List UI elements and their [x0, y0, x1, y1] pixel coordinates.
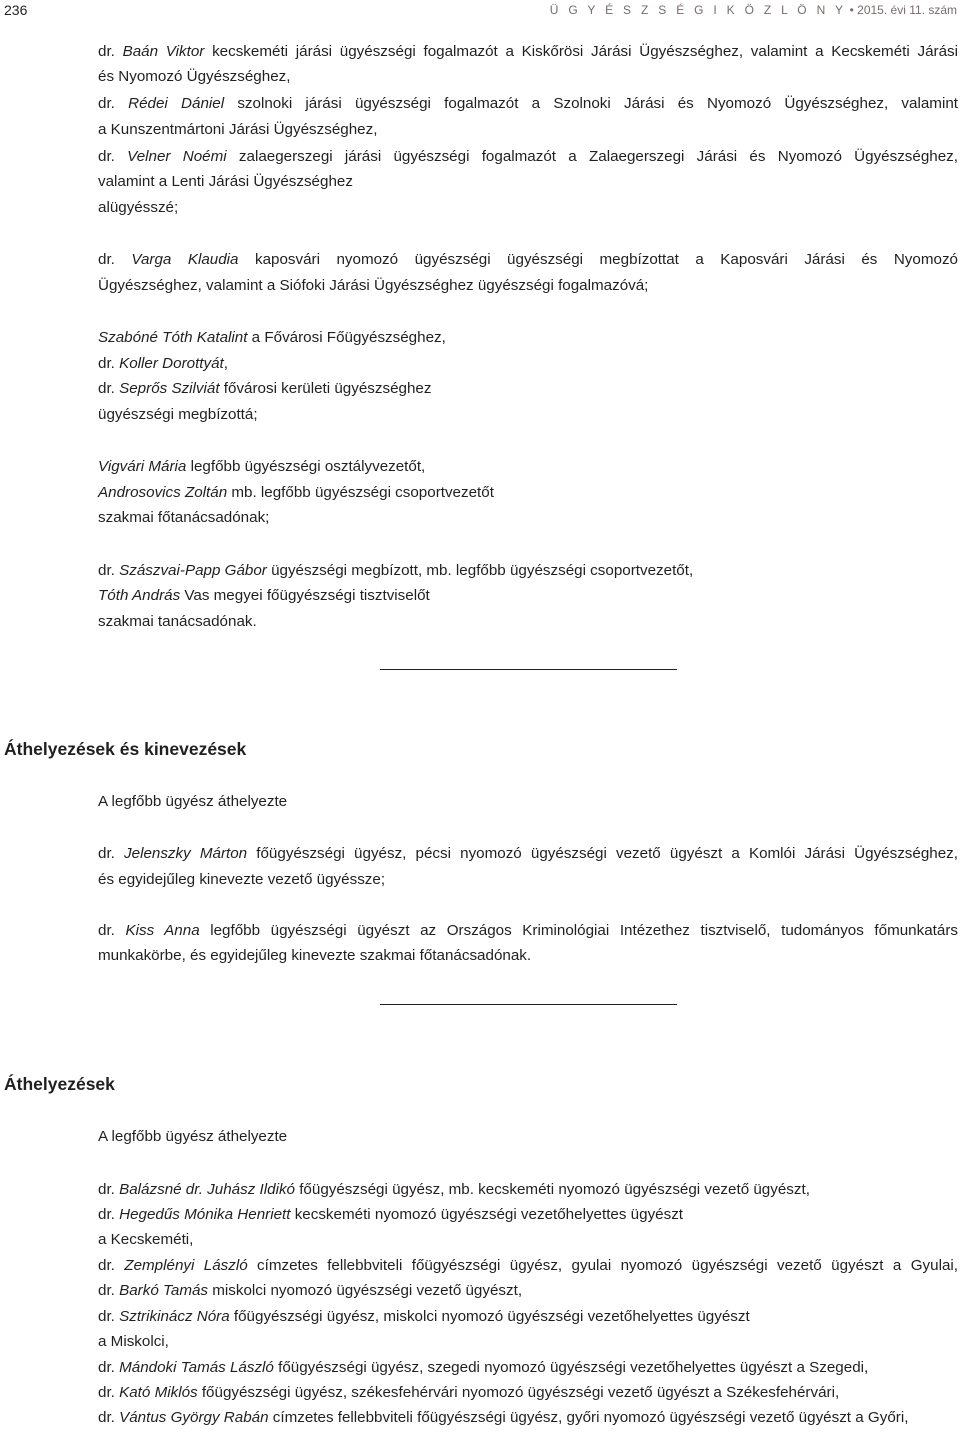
person-name: Velner Noémi — [127, 148, 227, 165]
paragraph-line: Androsovics Zoltán mb. legfőbb ügyészségi csoportvezetőt — [98, 484, 494, 501]
paragraph-line: Szabóné Tóth Katalint a Fővárosi Főügyészséghez, — [98, 329, 446, 346]
paragraph-line: a Kunszentmártoni Járási Ügyészséghez, — [98, 121, 378, 138]
paragraph-line: dr. Jelenszky Márton főügyészségi ügyész, pécsi nyomozó ügyészségi vezető ügyészt a Komlói Járási Ügyészséghez, — [98, 845, 958, 862]
paragraph-line: dr. Koller Dorottyát, — [98, 355, 229, 372]
person-name: Szászvai-Papp Gábor — [119, 562, 267, 579]
paragraph-line: dr. Barkó Tamás miskolci nyomozó ügyészségi vezető ügyészt, — [98, 1282, 523, 1299]
person-name: Seprős Szilviát — [119, 380, 220, 397]
paragraph-line: szakmai főtanácsadónak; — [98, 509, 270, 526]
section-title: Áthelyezések — [4, 1074, 115, 1094]
paragraph-line: a Kecskeméti, — [98, 1231, 194, 1248]
paragraph-line: dr. Vántus György Rabán címzetes fellebbviteli főügyészségi ügyész, győri nyomozó ügyészségi vezető ügyészt a Győri, — [98, 1409, 909, 1426]
section-intro: A legfőbb ügyész áthelyezte — [98, 793, 288, 810]
paragraph-line: dr. Rédei Dániel szolnoki járási ügyészségi fogalmazót a Szolnoki Járási és Nyomozó Ügyészséghez, valamint — [98, 95, 958, 112]
issue-number: 2015. évi 11. szám — [857, 3, 957, 17]
person-name: Varga Klaudia — [131, 251, 239, 268]
person-name: Kató Miklós — [119, 1384, 198, 1401]
paragraph-line: Tóth András Vas megyei főügyészségi tisztviselőt — [98, 587, 430, 604]
section-divider — [380, 669, 677, 670]
page-header — [0, 0, 960, 22]
person-name: Balázsné dr. Juhász Ildikó — [119, 1181, 295, 1198]
paragraph-line: dr. Seprős Szilviát fővárosi kerületi ügyészséghez — [98, 380, 432, 397]
section-divider — [380, 1004, 677, 1005]
person-name: Vigvári Mária — [98, 458, 187, 475]
person-name: Vántus György Rabán — [119, 1409, 269, 1426]
page-number: 236 — [4, 2, 28, 18]
section-title: Áthelyezések és kinevezések — [4, 739, 247, 759]
person-name: Androsovics Zoltán — [98, 484, 228, 501]
paragraph-line: dr. Balázsné dr. Juhász Ildikó főügyészségi ügyész, mb. kecskeméti nyomozó ügyészségi vezető ügyészt, — [98, 1181, 810, 1198]
running-head — [550, 3, 957, 17]
section-intro: A legfőbb ügyész áthelyezte — [98, 1128, 288, 1145]
paragraph-line: dr. Sztrikinácz Nóra főügyészségi ügyész, miskolci nyomozó ügyészségi vezetőhelyettes ügyészt — [98, 1308, 750, 1325]
paragraph-line: dr. Kató Miklós főügyészségi ügyész, székesfehérvári nyomozó ügyészségi vezető ügyészt a Székesfehérvári, — [98, 1384, 840, 1401]
paragraph-line: dr. Kiss Anna legfőbb ügyészségi ügyészt az Országos Kriminológiai Intézethez tisztviselő, tudományos főmunkatárs — [98, 922, 958, 939]
paragraph-line: dr. Baán Viktor kecskeméti járási ügyészségi fogalmazót a Kiskőrösi Járási Ügyészséghez, valamint a Kecskeméti Járási — [98, 43, 958, 60]
person-name: Tóth András — [98, 587, 181, 604]
paragraph-line: Vigvári Mária legfőbb ügyészségi osztályvezetőt, — [98, 458, 426, 475]
paragraph-line: valamint a Lenti Járási Ügyészséghez — [98, 173, 353, 190]
person-name: Kiss Anna — [125, 922, 200, 939]
person-name: Jelenszky Márton — [124, 845, 248, 862]
person-name: Szabóné Tóth Katalint — [98, 329, 248, 346]
paragraph-line: dr. Hegedűs Mónika Henriett kecskeméti nyomozó ügyészségi vezetőhelyettes ügyészt — [98, 1206, 684, 1223]
paragraph-line: és egyidejűleg kinevezte vezető ügyéssze; — [98, 871, 386, 888]
person-name: Rédei Dániel — [128, 95, 225, 112]
person-name: Hegedűs Mónika Henriett — [119, 1206, 291, 1223]
paragraph-line: ügyészségi megbízottá; — [98, 406, 258, 423]
paragraph-line: dr. Velner Noémi zalaegerszegi járási ügyészségi fogalmazót a Zalaegerszegi Járási és Nyomozó Ügyészséghez, — [98, 148, 958, 165]
separator: • — [849, 3, 854, 17]
publication-title: Ü G Y É S Z S É G I K Ö Z L Ö N Y — [549, 3, 847, 17]
person-name: Mándoki Tamás László — [119, 1359, 274, 1376]
person-name: Barkó Tamás — [119, 1282, 209, 1299]
paragraph-line: Ügyészséghez, valamint a Siófoki Járási Ügyészséghez ügyészségi fogalmazóvá; — [98, 277, 649, 294]
paragraph-line: dr. Varga Klaudia kaposvári nyomozó ügyészségi ügyészségi megbízottat a Kaposvári Járási és Nyomozó — [98, 251, 958, 268]
paragraph-line: dr. Mándoki Tamás László főügyészségi ügyész, szegedi nyomozó ügyészségi vezetőhelyettes ügyészt a Szegedi, — [98, 1359, 869, 1376]
person-name: Zemplényi László — [124, 1257, 248, 1274]
paragraph-line: dr. Szászvai-Papp Gábor ügyészségi megbízott, mb. legfőbb ügyészségi csoportvezetőt, — [98, 562, 694, 579]
person-name: Sztrikinácz Nóra — [119, 1308, 230, 1325]
paragraph-line: a Miskolci, — [98, 1333, 169, 1350]
paragraph-line: munkakörbe, és egyidejűleg kinevezte szakmai főtanácsadónak. — [98, 947, 532, 964]
person-name: Baán Viktor — [122, 43, 205, 60]
paragraph-line: és Nyomozó Ügyészséghez, — [98, 68, 291, 85]
paragraph-line: dr. Zemplényi László címzetes fellebbviteli főügyészségi ügyész, gyulai nyomozó ügyészségi vezető ügyészt a Gyulai, — [98, 1257, 958, 1274]
person-name: Koller Dorottyát — [119, 355, 224, 372]
paragraph-line: alügyésszé; — [98, 199, 179, 216]
paragraph-line: szakmai tanácsadónak. — [98, 613, 257, 630]
